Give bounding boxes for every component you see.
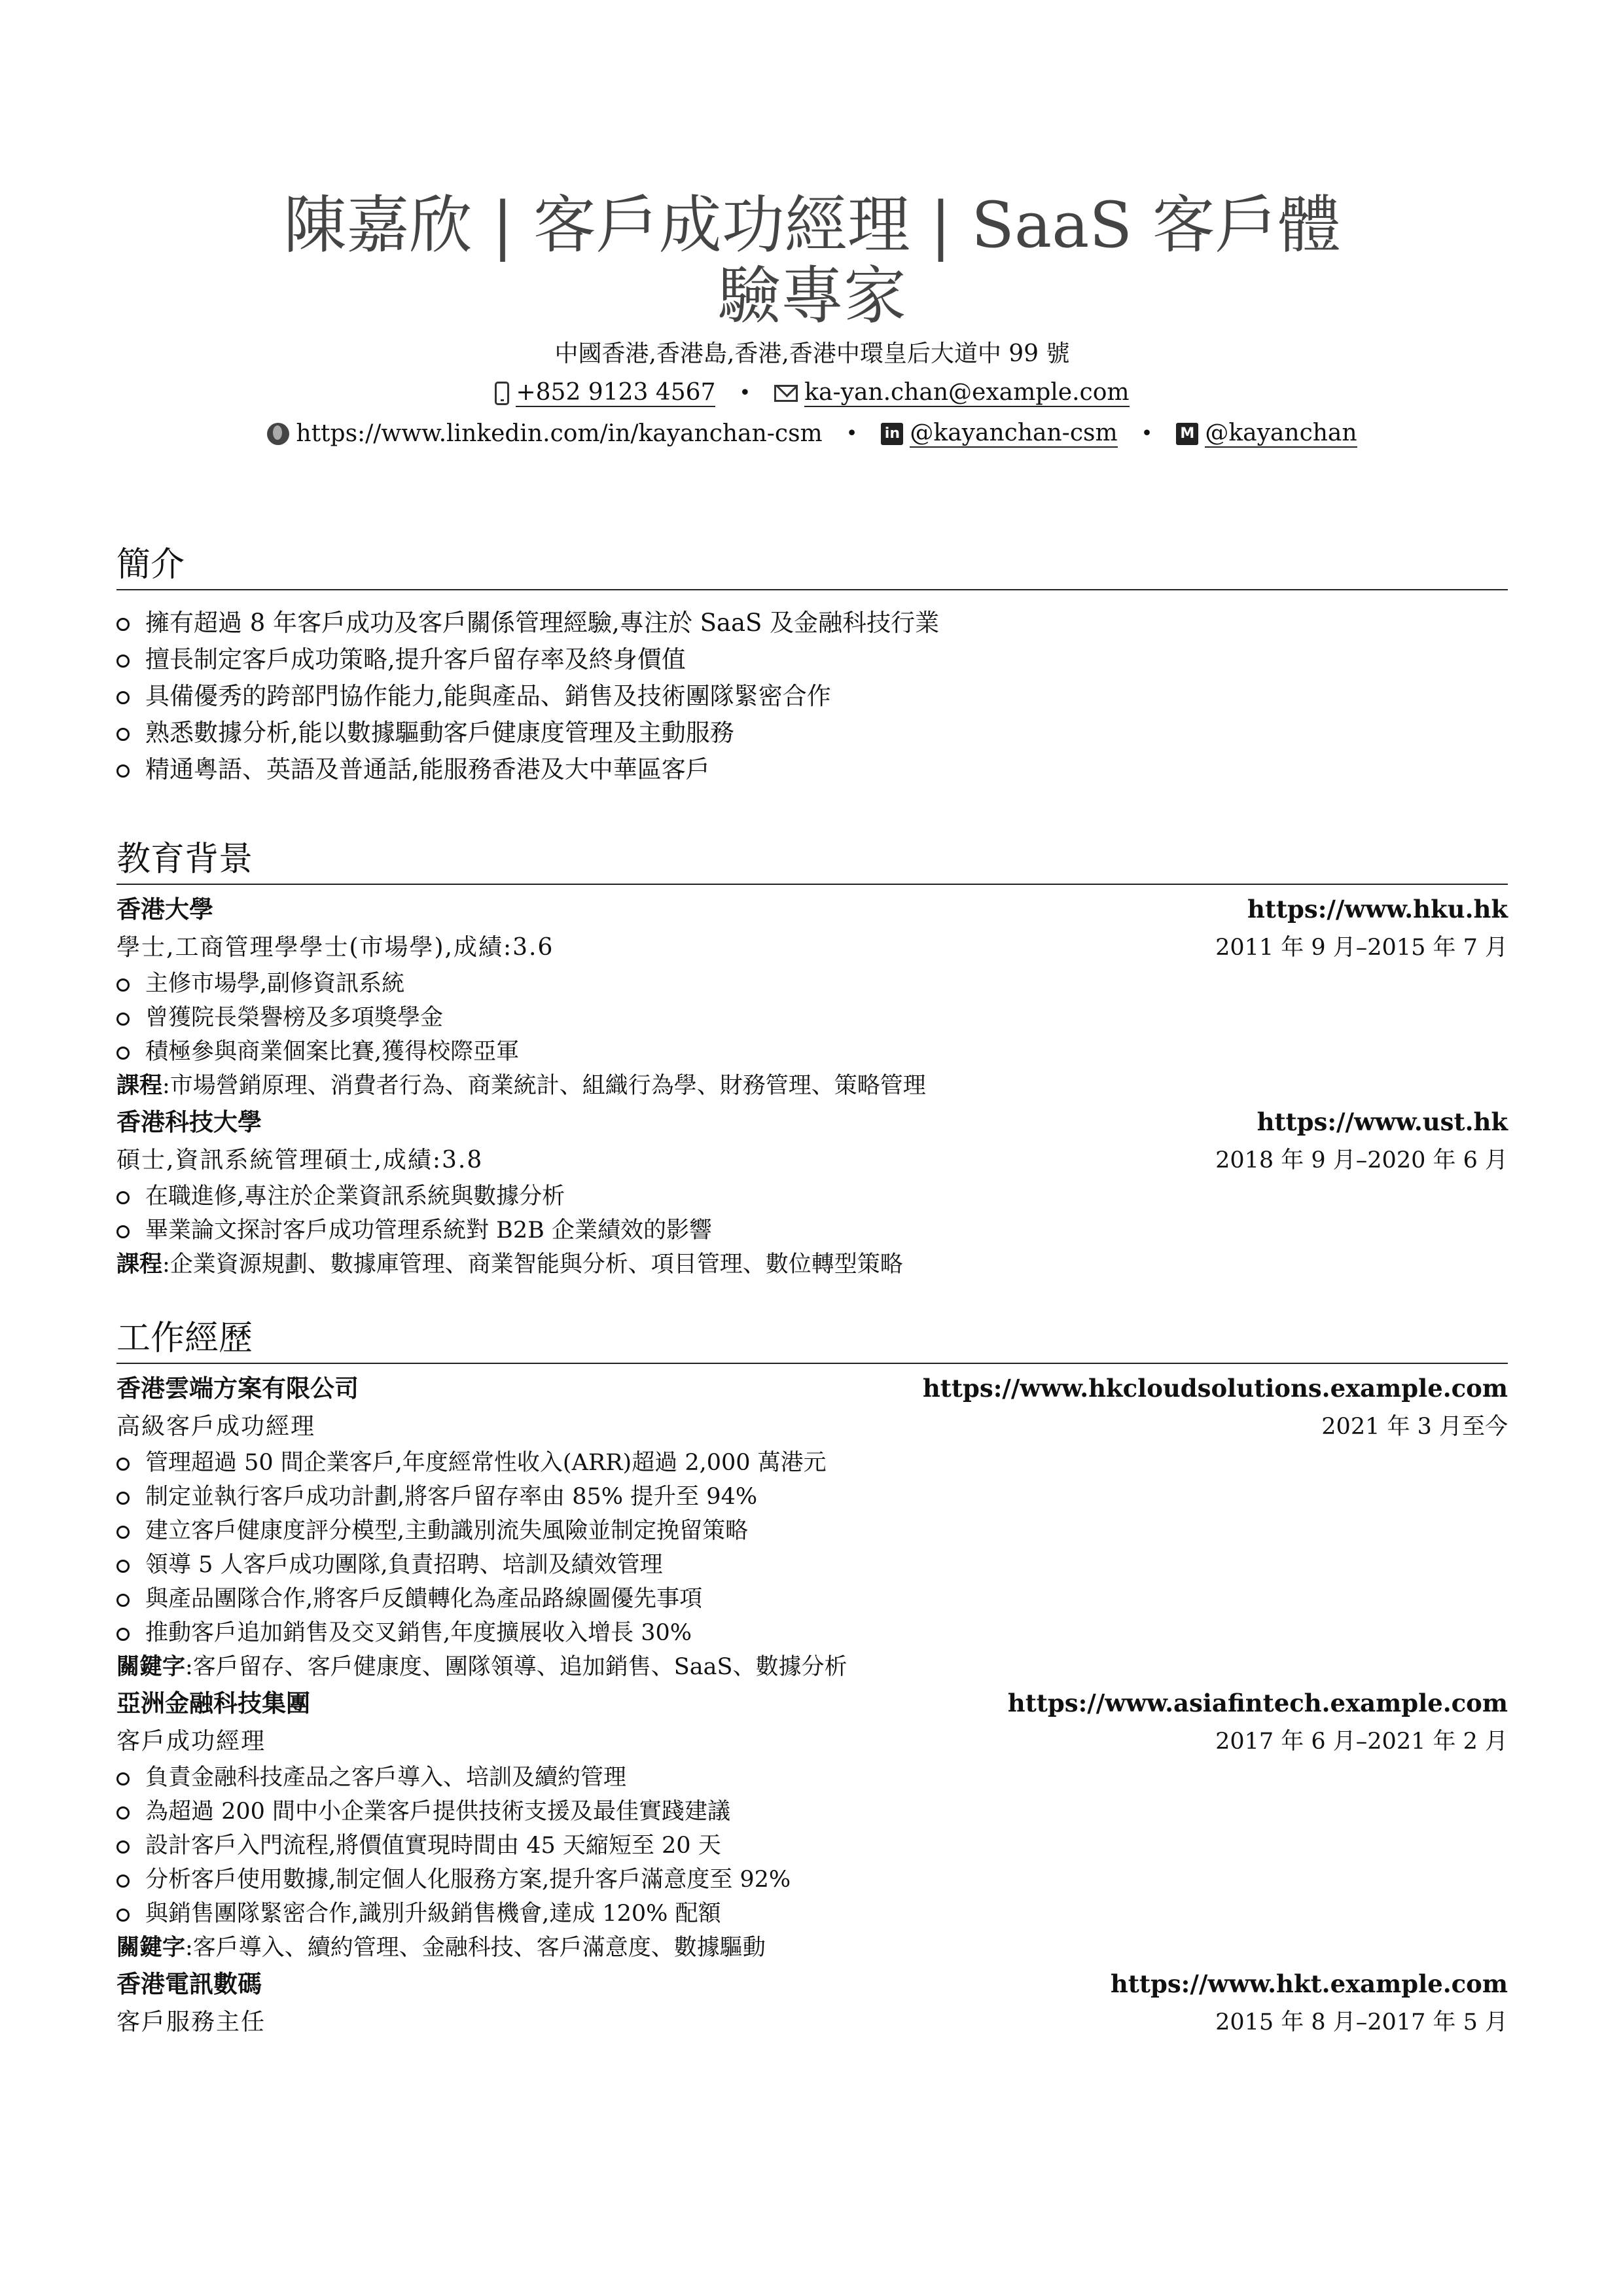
list-item: 熟悉數據分析,能以數據驅動客戶健康度管理及主動服務 (116, 715, 1508, 751)
entry-header (116, 1369, 1508, 1408)
email-contact[interactable] (774, 380, 1129, 407)
medium-icon: M (1176, 423, 1198, 445)
list-item: 與銷售團隊緊密合作,識別升級銷售機會,達成 120% 配額 (116, 1897, 1508, 1931)
job-title: 高級客戶成功經理 (116, 1413, 316, 1440)
list-item: 在職進修,專注於企業資訊系統與數據分析 (116, 1179, 1508, 1213)
linkedin-link[interactable]: @kayanchan-csm (910, 420, 1118, 446)
job-title: 客戶成功經理 (116, 1728, 266, 1755)
section-title-experience: 工作經歷 (116, 1316, 1508, 1364)
list-item: 制定並執行客戶成功計劃,將客戶留存率由 85% 提升至 94% (116, 1480, 1508, 1514)
entry-subheader (116, 2003, 1508, 2041)
list-item: 畢業論文探討客戶成功管理系統對 B2B 企業績效的影響 (116, 1213, 1508, 1247)
job-title: 客戶服務主任 (116, 2009, 266, 2036)
linkedin-icon: in (881, 423, 903, 445)
phone-contact[interactable] (495, 380, 715, 407)
list-item: 與產品團隊合作,將客戶反饋轉化為產品路線圖優先事項 (116, 1582, 1508, 1616)
mail-icon (774, 385, 798, 402)
entry-subheader (116, 1408, 1508, 1446)
education-entry (116, 890, 1508, 1103)
globe-icon (267, 423, 289, 445)
address: 中國香港,香港島,香港,香港中環皇后大道中 99 號 (554, 340, 1070, 367)
job-bullets (116, 1446, 1508, 1650)
entry-subheader (116, 1723, 1508, 1761)
list-item: 管理超過 50 間企業客戶,年度經常性收入(ARR)超過 2,000 萬港元 (116, 1446, 1508, 1480)
entry-header (116, 1684, 1508, 1723)
education-bullets (116, 967, 1508, 1069)
courses-label: 課程 (116, 1073, 163, 1099)
date-range: 2017 年 6 月–2021 年 2 月 (1215, 1729, 1508, 1755)
company-url[interactable]: https://www.asiafintech.example.com (1007, 1689, 1508, 1717)
linkedin-contact[interactable] (881, 420, 1117, 448)
company-name: 香港電訊數碼 (116, 1970, 262, 1998)
section-title-summary: 簡介 (116, 542, 1508, 590)
keywords-label: 關鍵字 (116, 1654, 186, 1680)
education-section (116, 836, 1508, 1282)
email-link[interactable]: ka-yan.chan@example.com (804, 379, 1130, 406)
company-url[interactable]: https://www.hkcloudsolutions.example.com (922, 1374, 1508, 1403)
job-entry (116, 1965, 1508, 2041)
separator-dot: • (846, 422, 858, 445)
separator-dot: • (1141, 422, 1153, 445)
list-item: 推動客戶追加銷售及交叉銷售,年度擴展收入增長 30% (116, 1616, 1508, 1650)
contact-line-1 (116, 373, 1508, 414)
list-item: 分析客戶使用數據,制定個人化服務方案,提升客戶滿意度至 92% (116, 1863, 1508, 1897)
entry-header (116, 1103, 1508, 1141)
keywords-text: :客戶留存、客戶健康度、團隊領導、追加銷售、SaaS、數據分析 (185, 1654, 847, 1680)
date-range: 2018 年 9 月–2020 年 6 月 (1215, 1147, 1508, 1174)
summary-section (116, 542, 1508, 788)
list-item: 主修市場學,副修資訊系統 (116, 967, 1508, 1001)
list-item: 曾獲院長榮譽榜及多項獎學金 (116, 1001, 1508, 1035)
contact-line-2 (116, 414, 1508, 454)
list-item: 設計客戶入門流程,將價值實現時間由 45 天縮短至 20 天 (116, 1829, 1508, 1863)
website-contact[interactable] (267, 421, 822, 447)
date-range: 2021 年 3 月至今 (1321, 1414, 1508, 1440)
company-name: 亞洲金融科技集團 (116, 1689, 310, 1717)
entry-header (116, 890, 1508, 929)
list-item: 積極參與商業個案比賽,獲得校際亞軍 (116, 1035, 1508, 1069)
job-bullets (116, 1761, 1508, 1931)
list-item: 為超過 200 間中小企業客戶提供技術支援及最佳實踐建議 (116, 1795, 1508, 1829)
date-range: 2015 年 8 月–2017 年 5 月 (1215, 2009, 1508, 2036)
resume-header (116, 0, 1508, 454)
list-item: 建立客戶健康度評分模型,主動識別流失風險並制定挽留策略 (116, 1514, 1508, 1548)
list-item: 擅長制定客戶成功策略,提升客戶留存率及終身價值 (116, 641, 1508, 678)
keywords (116, 1931, 1508, 1965)
entry-header (116, 1965, 1508, 2003)
job-entry (116, 1684, 1508, 1965)
degree: 碩士,資訊系統管理碩士,成績:3.8 (116, 1147, 484, 1174)
separator-dot: • (739, 382, 751, 404)
school-url[interactable]: https://www.ust.hk (1257, 1107, 1508, 1136)
medium-link[interactable]: @kayanchan (1205, 420, 1357, 446)
list-item: 領導 5 人客戶成功團隊,負責招聘、培訓及績效管理 (116, 1548, 1508, 1582)
degree: 學士,工商管理學學士(市場學),成績:3.6 (116, 934, 554, 961)
courses-text: :企業資源規劃、數據庫管理、商業智能與分析、項目管理、數位轉型策略 (162, 1251, 903, 1278)
list-item: 具備優秀的跨部門協作能力,能與產品、銷售及技術團隊緊密合作 (116, 678, 1508, 715)
company-name: 香港雲端方案有限公司 (116, 1374, 359, 1403)
list-item: 擁有超過 8 年客戶成功及客戶關係管理經驗,專注於 SaaS 及金融科技行業 (116, 605, 1508, 641)
keywords (116, 1650, 1508, 1684)
courses (116, 1069, 1508, 1103)
education-bullets (116, 1179, 1508, 1247)
job-entry (116, 1369, 1508, 1684)
experience-section (116, 1316, 1508, 2041)
entry-subheader (116, 1141, 1508, 1179)
education-entry (116, 1103, 1508, 1282)
school-url[interactable]: https://www.hku.hk (1247, 895, 1508, 924)
courses-label: 課程 (116, 1251, 163, 1278)
phone-link[interactable]: +852 9123 4567 (516, 379, 716, 406)
keywords-label: 關鍵字 (116, 1935, 186, 1961)
entry-subheader (116, 929, 1508, 967)
medium-contact[interactable] (1176, 420, 1357, 448)
school-name: 香港科技大學 (116, 1108, 262, 1136)
website-link[interactable]: https://www.linkedin.com/in/kayanchan-csm (296, 420, 823, 447)
summary-list (116, 605, 1508, 788)
section-title-education: 教育背景 (116, 836, 1508, 885)
list-item: 精通粵語、英語及普通話,能服務香港及大中華區客戶 (116, 751, 1508, 788)
phone-icon (495, 382, 509, 405)
list-item: 負責金融科技產品之客戶導入、培訓及續約管理 (116, 1761, 1508, 1795)
keywords-text: :客戶導入、續約管理、金融科技、客戶滿意度、數據驅動 (185, 1935, 766, 1961)
courses-text: :市場營銷原理、消費者行為、商業統計、組織行為學、財務管理、策略管理 (162, 1073, 926, 1099)
resume-page (116, 0, 1508, 2036)
courses (116, 1247, 1508, 1282)
date-range: 2011 年 9 月–2015 年 7 月 (1215, 935, 1508, 961)
school-name: 香港大學 (116, 895, 213, 924)
company-url[interactable]: https://www.hkt.example.com (1110, 1969, 1508, 1998)
name-title: 陳嘉欣 | 客戶成功經理 | SaaS 客戶體驗專家 (283, 188, 1341, 332)
